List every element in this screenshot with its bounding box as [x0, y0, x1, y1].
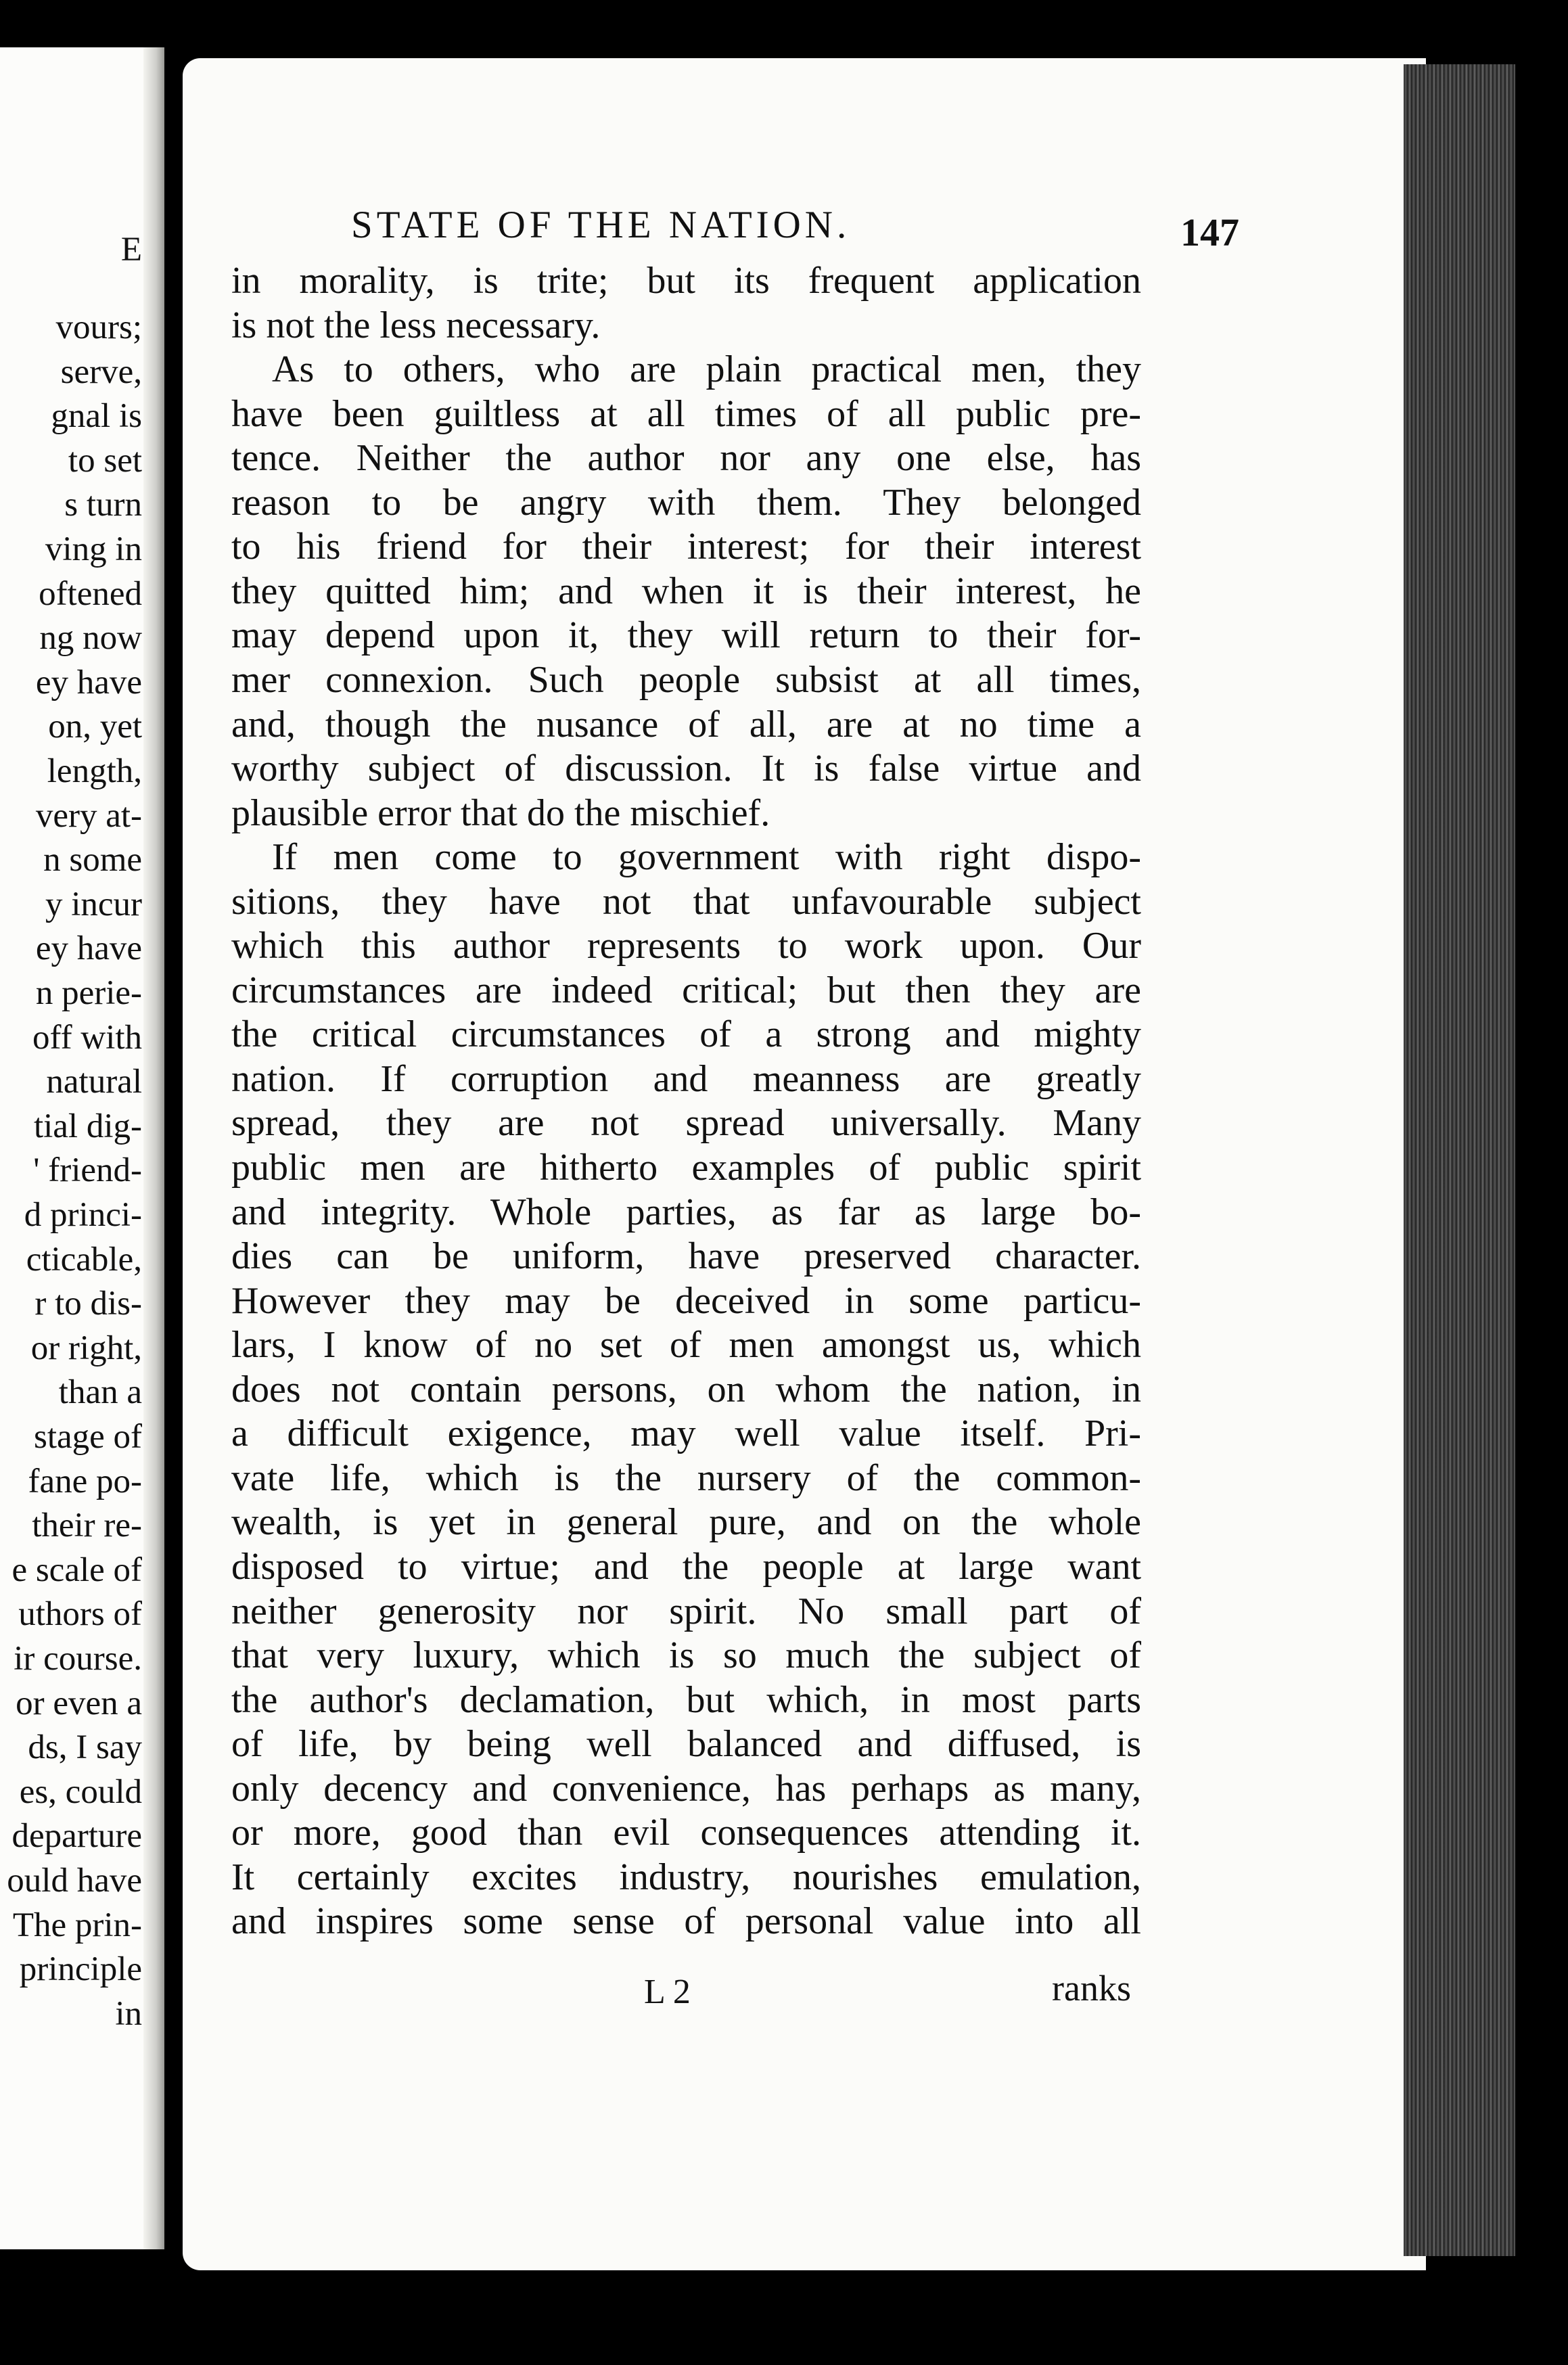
body-text-line: may depend upon it, they will return to their for- — [231, 614, 1141, 657]
left-page-line: or right, — [30, 1329, 142, 1367]
left-page-line: oftened — [39, 574, 142, 613]
body-text-line: sitions, they have not that unfavourable subject — [231, 880, 1141, 923]
left-page-line: ving in — [45, 530, 142, 568]
left-page-line: natural — [46, 1063, 142, 1101]
body-text-line: to his friend for their interest; for their interest — [231, 526, 1141, 568]
left-page-line: principle — [19, 1950, 142, 1989]
left-page-line: cticable, — [26, 1240, 142, 1279]
left-page-line: ey have — [35, 929, 142, 968]
left-page-line: y incur — [45, 885, 142, 923]
body-text-line: disposed to virtue; and the people at large want — [231, 1545, 1141, 1588]
left-page-line: on, yet — [48, 708, 142, 746]
body-text-line: It certainly excites industry, nourishes emulation, — [231, 1856, 1141, 1898]
left-page-line: ey have — [35, 663, 142, 702]
body-text-line: which this author represents to work upon. Our — [231, 925, 1141, 967]
left-page-line: gnal is — [51, 397, 142, 436]
body-text-line: they quitted him; and when it is their interest, he — [231, 570, 1141, 612]
body-text-line: and integrity. Whole parties, as far as large bo- — [231, 1191, 1141, 1233]
left-page-line: length, — [47, 752, 142, 790]
body-text-line: plausible error that do the mischief. — [231, 791, 770, 834]
left-page-line: ir course. — [14, 1640, 142, 1678]
body-text-line: neither generosity nor spirit. No small part of — [231, 1590, 1141, 1632]
left-page-line: ould have — [7, 1862, 142, 1900]
body-text-line: spread, they are not spread universally. Many — [231, 1102, 1141, 1145]
body-text-line: nation. If corruption and meanness are greatly — [231, 1057, 1141, 1100]
body-text-line: public men are hitherto examples of public spirit — [231, 1147, 1141, 1189]
body-text-line: As to others, who are plain practical men, they — [272, 348, 1141, 391]
left-page-line: than a — [58, 1373, 142, 1412]
left-page-line: E — [120, 231, 142, 269]
body-text-line: a difficult exigence, may well value itself. Pri- — [231, 1413, 1141, 1455]
body-text-line: and, though the nusance of all, are at no time a — [231, 703, 1141, 745]
left-page-line: in — [115, 1994, 142, 2033]
left-page-line: tial dig- — [33, 1107, 142, 1145]
running-head: STATE OF THE NATION. — [351, 204, 851, 246]
body-text-line: reason to be angry with them. They belonged — [231, 481, 1141, 524]
left-page-line: uthors of — [18, 1595, 142, 1634]
left-page-line: very at- — [35, 796, 142, 835]
left-page-line: stage of — [33, 1418, 142, 1456]
left-page-line: their re- — [32, 1507, 142, 1545]
left-page-line: n some — [43, 841, 142, 879]
left-page-line: s turn — [64, 486, 142, 524]
body-text-line: vate life, which is the nursery of the common- — [231, 1456, 1141, 1499]
body-text-line: have been guiltless at all times of all public pre- — [231, 392, 1141, 435]
left-page-line: or even a — [16, 1684, 142, 1722]
body-text-line: is not the less necessary. — [231, 304, 601, 346]
body-text-line: worthy subject of discussion. It is false virtue and — [231, 748, 1141, 790]
left-page-line: n perie- — [35, 974, 142, 1012]
left-page-line: ' friend- — [33, 1151, 142, 1190]
body-text-line: lars, I know of no set of men amongst us, which — [231, 1324, 1141, 1367]
left-page-line: d princi- — [24, 1196, 142, 1234]
body-text-line: mer connexion. Such people subsist at all times, — [231, 658, 1141, 701]
left-page-line: ds, I say — [28, 1728, 142, 1767]
left-page-line: ng now — [39, 619, 142, 658]
left-page-line: departure — [11, 1817, 142, 1856]
body-text-line: If men come to government with right dispo- — [272, 836, 1141, 879]
left-page-line: The prin- — [12, 1906, 142, 1944]
body-text-line: only decency and convenience, has perhaps as many, — [231, 1767, 1141, 1810]
left-page-line: serve, — [60, 352, 142, 391]
body-text-line: the author's declamation, but which, in most parts — [231, 1678, 1141, 1721]
body-text-line: of life, by being well balanced and diffused, is — [231, 1723, 1141, 1766]
body-text-line: does not contain persons, on whom the nation, in — [231, 1368, 1141, 1410]
left-page-line: r to dis- — [34, 1285, 142, 1323]
book-page-edges — [1404, 64, 1515, 2256]
body-text-line: wealth, is yet in general pure, and on the whole — [231, 1501, 1141, 1544]
left-page-line: e scale of — [11, 1551, 142, 1589]
body-text-line: and inspires some sense of personal value into all — [231, 1900, 1141, 1943]
body-text-line: tence. Neither the author nor any one else, has — [231, 437, 1141, 480]
left-page-gutter — [143, 47, 164, 2249]
body-text-line: in morality, is trite; but its frequent application — [231, 260, 1141, 302]
body-text-line: dies can be uniform, have preserved character. — [231, 1235, 1141, 1278]
signature-mark: L 2 — [644, 1973, 691, 2011]
left-page-line: to set — [68, 441, 142, 480]
body-text-line: However they may be deceived in some particu- — [231, 1279, 1141, 1322]
left-page-line: off with — [32, 1018, 142, 1057]
body-text-line: circumstances are indeed critical; but then they are — [231, 969, 1141, 1011]
body-text-line: or more, good than evil consequences attending it. — [231, 1812, 1141, 1854]
body-text-line: the critical circumstances of a strong and mighty — [231, 1013, 1141, 1056]
page-number: 147 — [1180, 210, 1239, 254]
left-page-line: es, could — [19, 1772, 142, 1811]
body-text-line: that very luxury, which is so much the subject of — [231, 1634, 1141, 1677]
left-page-line: fane po- — [28, 1462, 142, 1500]
left-page-line: vours; — [55, 308, 142, 346]
catchword: ranks — [1052, 1968, 1131, 2008]
